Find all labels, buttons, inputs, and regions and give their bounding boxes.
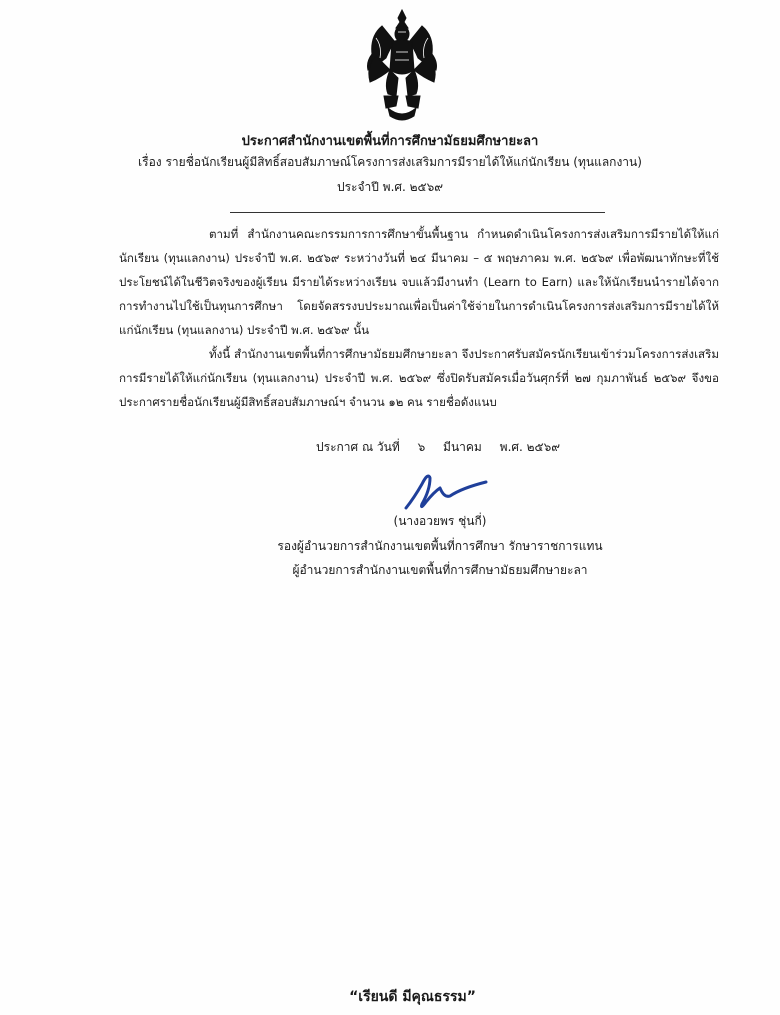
announcement-day: ๖ [417, 440, 426, 454]
body-paragraph-1: ตามที่ สำนักงานคณะกรรมการการศึกษาขั้นพื้นฐาน กำหนดดำเนินโครงการส่งเสริมการมีรายได้ให้แก่นักเรียน (ทุนแลกงาน) ประจำปี พ.ศ. ๒๕๖๙ ระหว่างวันที่ ๒๔ มีนาคม – ๕ พฤษภาคม พ.ศ. ๒๕๖๙ เพื่อพัฒนาทักษะที่ใช้ประโยชน์ได้ในชีวิตจริงของผู้เรียน มีรายได้ระหว่างเรียน จบแล้วมีงานทำ (Learn to Earn) และให้นักเรียนนำรายได้จากการทำงานไปใช้เป็นทุนการศึกษา โดยจัดสรรงบประมาณเพื่อเป็นค่าใช้จ่ายในการดำเนินโครงการส่งเสริมการมีรายได้ให้แก่นักเรียน (ทุนแลกงาน) ประจำปี พ.ศ. ๒๕๖๙ นั้น [119, 227, 719, 337]
body-paragraph-2: ทั้งนี้ สำนักงานเขตพื้นที่การศึกษามัธยมศึกษายะลา จึงประกาศรับสมัครนักเรียนเข้าร่วมโครงการส่งเสริมการมีรายได้ให้แก่นักเรียน (ทุนแลกงาน) ประจำปี พ.ศ. ๒๕๖๙ ซึ่งปิดรับสมัครเมื่อวันศุกร์ที่ ๒๗ กุมภาพันธ์ ๒๕๖๙ จึงขอประกาศรายชื่อนักเรียนผู้มีสิทธิ์สอบสัมภาษณ์ฯ จำนวน ๑๒ คน รายชื่อดังแนบ [119, 347, 719, 409]
footer-motto: “เรียนดี มีคุณธรรม” [349, 989, 476, 1005]
announcement-month: มีนาคม [443, 440, 482, 454]
document-title: ประกาศสำนักงานเขตพื้นที่การศึกษามัธยมศึกษายะลา [241, 134, 539, 149]
signer-name: (นางอวยพร ชุ่นกี่) [393, 514, 487, 528]
title-divider [230, 212, 605, 213]
signer-position-1: รองผู้อำนวยการสำนักงานเขตพื้นที่การศึกษา รักษาราชการแทน [277, 539, 603, 553]
signer-position-2: ผู้อำนวยการสำนักงานเขตพื้นที่การศึกษามัธยมศึกษายะลา [292, 563, 588, 577]
announced-at-label: ประกาศ ณ วันที่ [316, 440, 400, 454]
announcement-year: พ.ศ. ๒๕๖๙ [499, 440, 561, 454]
announcement-date [316, 438, 574, 457]
document-fiscal-year: ประจำปี พ.ศ. ๒๕๖๙ [336, 180, 444, 194]
document-subject: เรื่อง รายชื่อนักเรียนผู้มีสิทธิ์สอบสัมภาษณ์โครงการส่งเสริมการมีรายได้ให้แก่นักเรียน (ทุนแลกงาน) [138, 155, 642, 169]
signature-scribble [400, 468, 490, 514]
garuda-emblem-icon [362, 8, 442, 123]
